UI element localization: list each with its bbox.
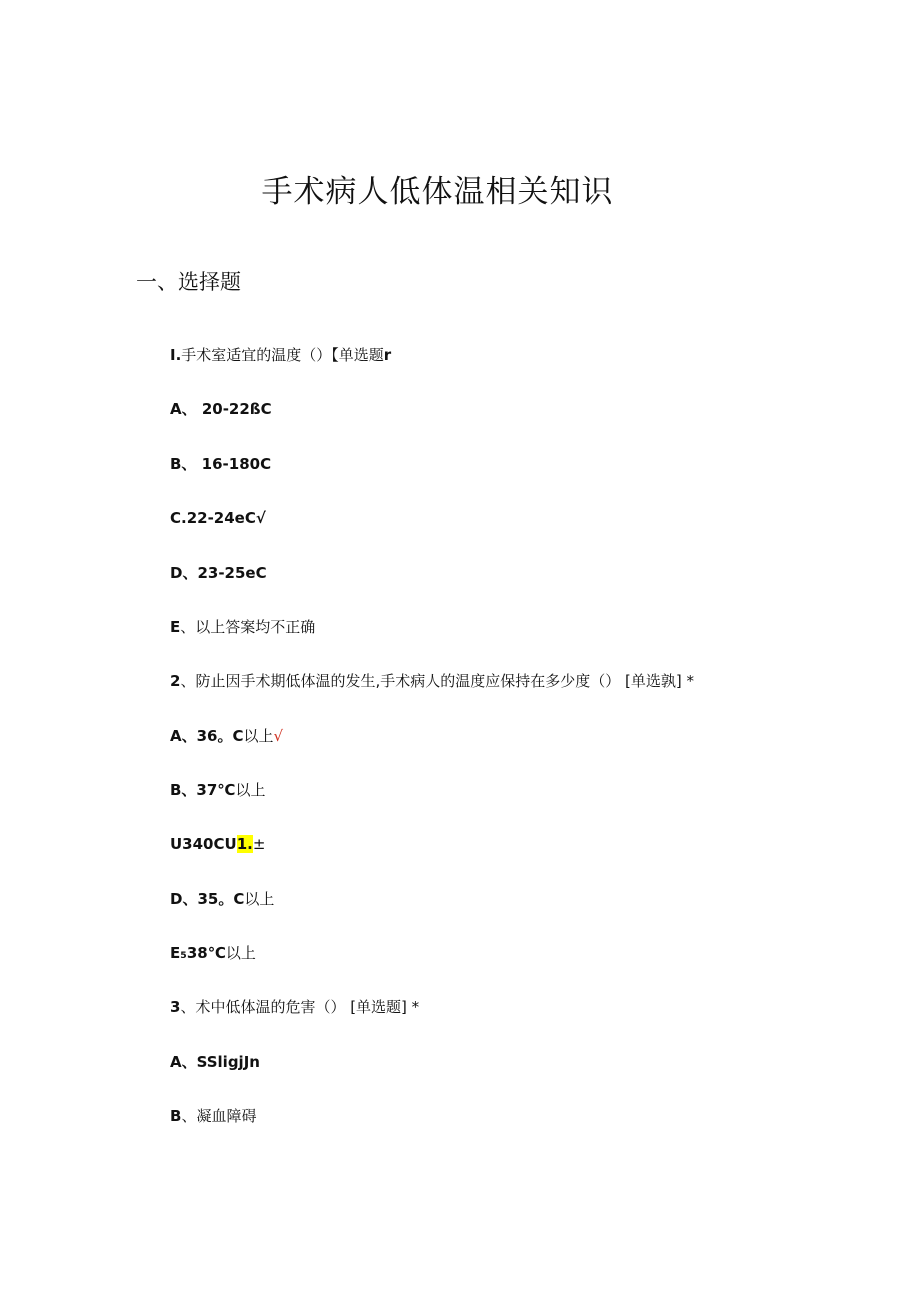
option-text: 、凝血障碍 bbox=[181, 1107, 257, 1125]
option-text: ± bbox=[252, 835, 266, 853]
option-value: E₅38℃ bbox=[170, 944, 226, 962]
option-2a bbox=[170, 726, 283, 746]
option-3b bbox=[170, 1106, 256, 1126]
option-value: D、35。C bbox=[170, 890, 245, 908]
option-3a bbox=[170, 1052, 260, 1072]
option-text: 以上 bbox=[244, 890, 275, 908]
option-text: A、SSligjJn bbox=[170, 1053, 260, 1071]
section-heading: 一、选择题 bbox=[136, 270, 241, 294]
option-text: 以上 bbox=[235, 781, 266, 799]
option-1e bbox=[170, 617, 315, 637]
question-number: 2 bbox=[170, 672, 181, 690]
question-number: 3 bbox=[170, 998, 181, 1016]
option-2d bbox=[170, 889, 274, 909]
highlighted-text: 1. bbox=[236, 835, 253, 853]
question-number: I. bbox=[170, 346, 182, 364]
question-trailing: r bbox=[383, 346, 392, 364]
option-1c bbox=[170, 508, 266, 528]
option-letter: B bbox=[170, 1107, 182, 1125]
option-text: B、 16-180C bbox=[170, 455, 272, 473]
option-1b bbox=[170, 454, 271, 474]
option-text: A、 20-22ßC bbox=[170, 400, 272, 418]
question-text: 、术中低体温的危害（） [单选题] * bbox=[180, 998, 420, 1016]
option-text: 以上 bbox=[225, 944, 256, 962]
option-value: A、36。C bbox=[170, 727, 244, 745]
question-1 bbox=[170, 345, 391, 365]
option-text: C.22-24eC√ bbox=[170, 509, 266, 527]
option-1d bbox=[170, 563, 267, 583]
option-2b bbox=[170, 780, 266, 800]
question-3 bbox=[170, 997, 419, 1017]
question-text: 、防止因手术期低体温的发生,手术病人的温度应保持在多少度（） [单选孰] * bbox=[180, 672, 694, 690]
checkmark-icon: √ bbox=[273, 727, 284, 745]
option-text: 、以上答案均不正确 bbox=[180, 618, 316, 636]
option-2c bbox=[170, 834, 265, 854]
option-2e bbox=[170, 943, 256, 963]
option-1a bbox=[170, 399, 272, 419]
question-2 bbox=[170, 671, 694, 691]
option-value: B、37℃ bbox=[170, 781, 236, 799]
question-text: 手术室适宜的温度（）【单选题 bbox=[181, 346, 384, 364]
option-text: 以上 bbox=[243, 727, 274, 745]
option-value: U340CU bbox=[170, 835, 237, 853]
document-title: 手术病人低体温相关知识 bbox=[261, 174, 614, 210]
option-letter: E bbox=[170, 618, 181, 636]
option-text: D、23-25eC bbox=[170, 564, 267, 582]
